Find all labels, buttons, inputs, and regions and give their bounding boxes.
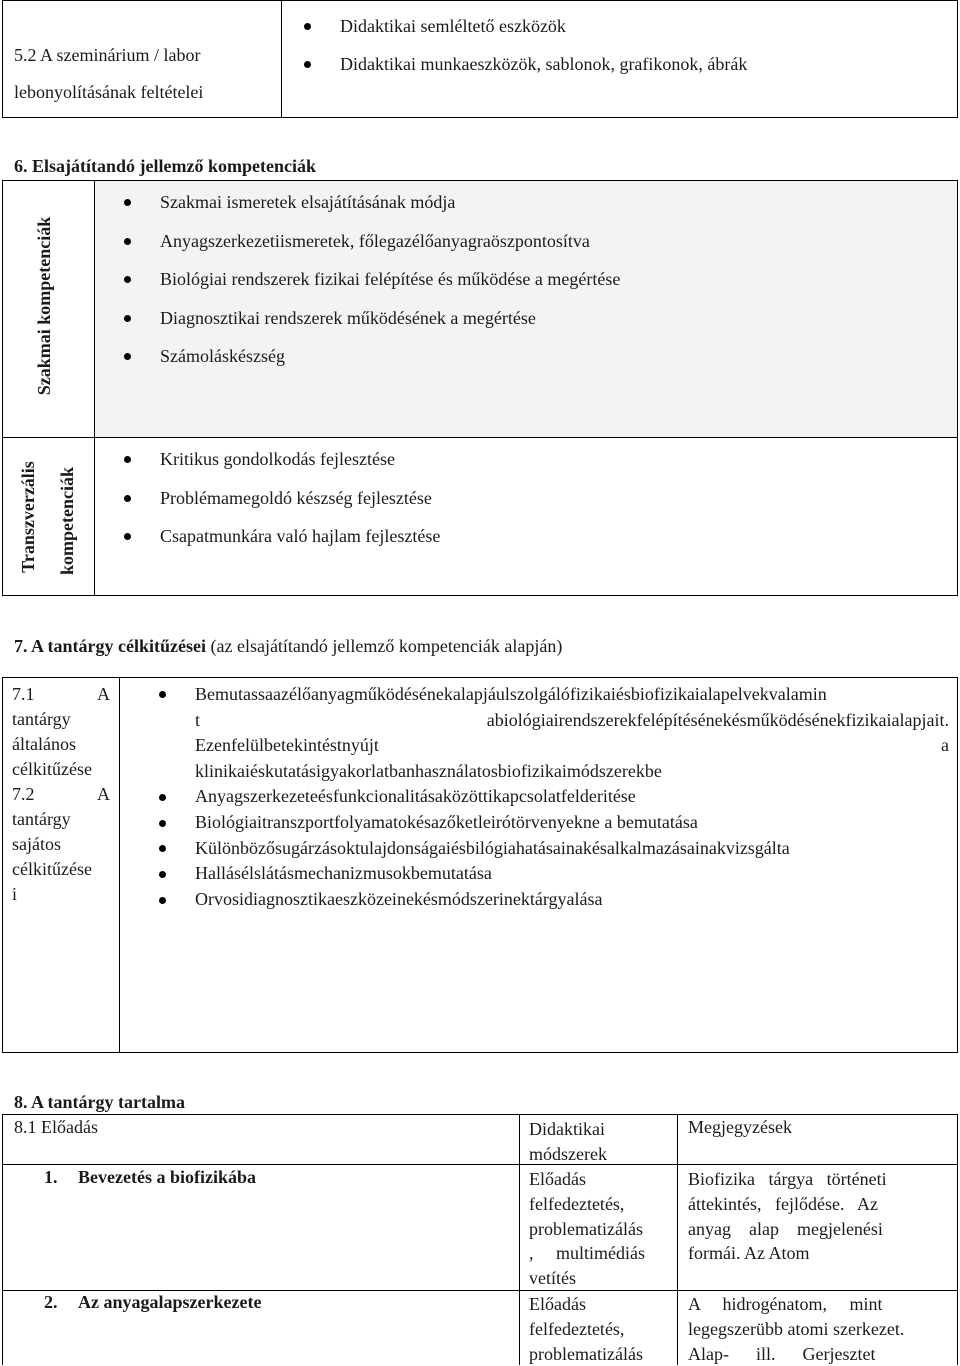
section-5-label-1: 5.2 A szeminárium / labor [14, 45, 201, 65]
szakmai-label: Szakmai kompetenciák [34, 216, 54, 396]
section-6-title: 6. Elsajátítandó jellemző kompetenciák [14, 156, 316, 176]
table-row [44, 1292, 261, 1313]
list-item: Hallásélslátásmechanizmusokbemutatása [159, 861, 790, 887]
section-8-right-border [957, 1114, 958, 1365]
section-8-col-divider-1 [519, 1114, 520, 1365]
specific-goal-label: 7.2 A tantárgy sajátos célkitűzése i [12, 784, 110, 904]
row-methods: Előadás felfedeztetés, problematizálás [529, 1294, 643, 1364]
list-item: Anyagszerkezeteésfunkcionalitásaközöttikapcsolatfelderitése [159, 784, 790, 810]
section-8-top-border [2, 1114, 958, 1115]
section-8-row1-bottom [2, 1290, 958, 1291]
section-7-title-bold: 7. A tantárgy célkitűzései [14, 636, 206, 656]
section-6-divider [94, 180, 95, 596]
szakmai-list [124, 183, 620, 376]
list-item: Problémamegoldó készség fejlesztése [124, 479, 440, 518]
transz-label-1: Transzverzális [18, 461, 38, 573]
section-5-list [304, 7, 747, 83]
row-number: 2. [44, 1292, 58, 1312]
section-8-title: 8. A tantárgy tartalma [14, 1092, 185, 1112]
section-7-title-rest: (az elsajátítandó jellemző kompetenciák alapján) [205, 636, 563, 656]
row-notes: A hidrogénatom, mint legegszerübb atomi szerkezet. Alap- ill. Gerjesztet [688, 1294, 905, 1364]
section-7-title [14, 636, 562, 657]
general-goal-label: 7.1 A tantárgy általános célkitűzése [12, 684, 110, 779]
table-row [44, 1167, 256, 1188]
list-item: Csapatmunkára való hajlam fejlesztése [124, 517, 440, 556]
list-item: Diagnosztikai rendszerek működésének a megértése [124, 299, 620, 338]
list-item: Kritikus gondolkodás fejlesztése [124, 440, 440, 479]
transz-label-2: kompetenciák [57, 467, 77, 575]
list-item: Szakmai ismeretek elsajátításának módja [124, 183, 620, 222]
header-notes: Megjegyzések [688, 1117, 792, 1137]
specific-goal-list [159, 784, 790, 913]
section-6-row-divider [2, 437, 958, 438]
bullet-icon [159, 691, 166, 698]
list-item: Számoláskészség [124, 337, 620, 376]
row-methods: Előadás felfedeztetés, problematizálás , multimédiás vetítés [529, 1169, 645, 1289]
row-notes: Biofizika tárgya történeti áttekintés, fejlődése. Az anyag alap megjelenési formái. Az Atom [688, 1169, 887, 1264]
section-7-divider [119, 677, 120, 1053]
list-item: Didaktikai semléltető eszközök [304, 7, 747, 45]
section-8-header-bottom [2, 1164, 958, 1165]
list-item: Orvosidiagnosztikaeszközeinekésmódszerinektárgyalása [159, 887, 790, 913]
header-methods: Didaktikai módszerek [529, 1119, 607, 1164]
list-item: Biológiaitranszportfolyamatokésazőketleirótörvenyekne a bemutatása [159, 810, 790, 836]
section-5-divider [281, 0, 282, 118]
row-number: 1. [44, 1167, 58, 1187]
list-item: Didaktikai munkaeszközök, sablonok, grafikonok, ábrák [304, 45, 747, 83]
row-title: Bevezetés a biofizikába [78, 1167, 256, 1187]
section-5-label-2: lebonyolításának feltételei [14, 82, 204, 102]
section-8-col-divider-2 [677, 1114, 678, 1365]
header-lecture: 8.1 Előadás [14, 1117, 98, 1137]
list-item: Anyagszerkezetiismeretek, főlegazélőanyagraöszpontosítva [124, 222, 620, 261]
list-item: Különbözősugárzásoktulajdonságaiésbilógiahatásainakésalkalmazásainakvizsgálta [159, 836, 790, 862]
list-item: Biológiai rendszerek fizikai felépítése és működése a megértése [124, 260, 620, 299]
transz-list [124, 440, 440, 556]
general-goal-text: Bemutassaazélőanyagműködésénekalapjáulszolgálófizikaiésbiofizikaialapelvekvalamin t abiológiairendszerekfelépítésénekésműködésénekfizikaialapjait. Ezenfelülbetekintéstnyújt a klinikaiéskutatásigyakorlatbanhasználatosbiofizikaimódszerekbe [159, 682, 949, 784]
row-title: Az anyagalapszerkezete [78, 1292, 262, 1312]
section-8-left-border [2, 1114, 3, 1365]
